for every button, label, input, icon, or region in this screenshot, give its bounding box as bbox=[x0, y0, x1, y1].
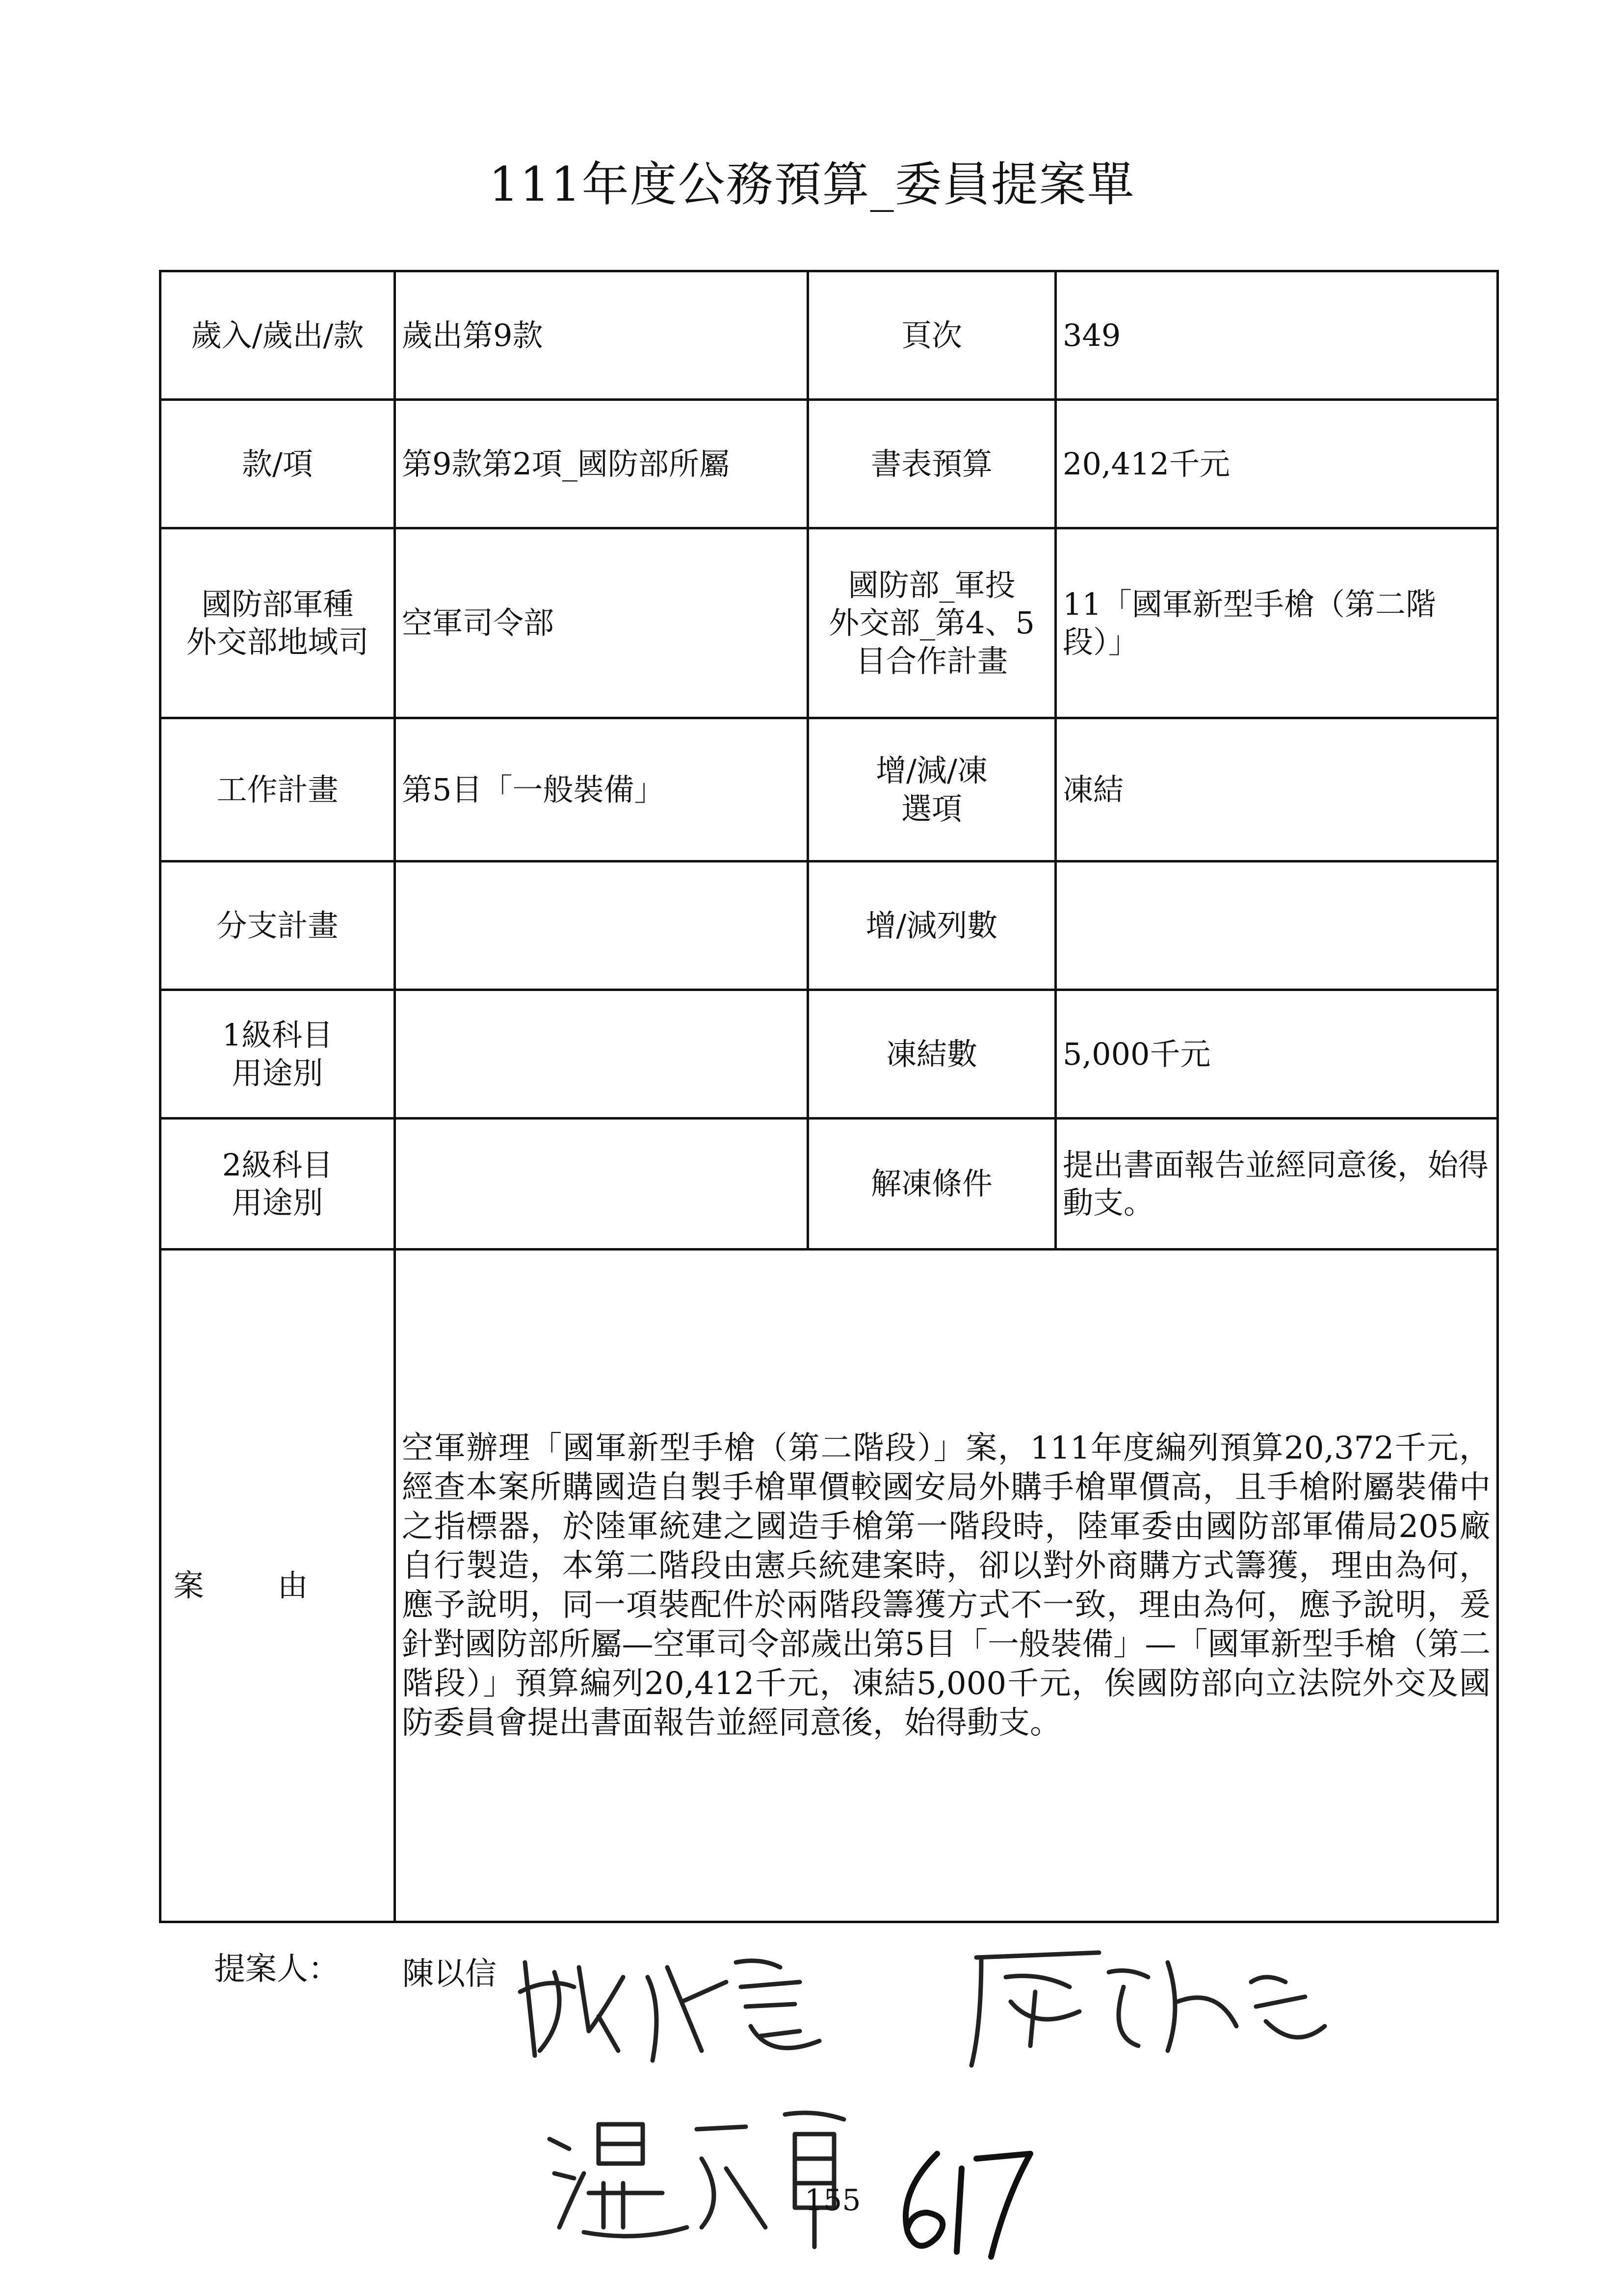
row-section-item bbox=[160, 400, 1498, 528]
label-level2-line2: 用途別 bbox=[232, 1185, 323, 1221]
label-option-line2: 選項 bbox=[901, 790, 962, 827]
label-reason: 案由 bbox=[160, 1250, 395, 1922]
value-page: 349 bbox=[1056, 271, 1498, 400]
label-unfreeze-condition: 解凍條件 bbox=[808, 1119, 1056, 1250]
value-revenue-expense: 歲出第9款 bbox=[395, 271, 808, 400]
row-revenue-expense bbox=[160, 271, 1498, 400]
row-work-plan bbox=[160, 718, 1498, 861]
value-cooperation-plan: 11「國軍新型手槍（第二階段）」 bbox=[1056, 528, 1498, 718]
form-title: 111年度公務預算_委員提案單 bbox=[489, 157, 1135, 212]
label-service-branch-line1: 國防部軍種 bbox=[201, 586, 354, 622]
label-budget: 書表預算 bbox=[808, 400, 1056, 528]
value-level1-subject bbox=[395, 990, 808, 1119]
value-section-item: 第9款第2項_國防部所屬 bbox=[395, 400, 808, 528]
label-cooperation-plan-line1: 國防部_軍投 bbox=[848, 567, 1016, 603]
label-level2-subject bbox=[160, 1119, 395, 1250]
proposal-form-table bbox=[159, 270, 1499, 1923]
row-reason bbox=[160, 1250, 1498, 1922]
label-cooperation-plan-line3: 目合作計畫 bbox=[855, 643, 1008, 679]
page-number: 155 bbox=[805, 2183, 861, 2218]
handwritten-number bbox=[878, 2139, 1040, 2262]
value-work-plan: 第5目「一般裝備」 bbox=[395, 718, 808, 861]
label-branch-plan: 分支計畫 bbox=[160, 861, 395, 990]
value-change-amount bbox=[1056, 861, 1498, 990]
label-level2-line1: 2級科目 bbox=[222, 1147, 333, 1183]
row-service-branch bbox=[160, 528, 1498, 718]
label-work-plan: 工作計畫 bbox=[160, 718, 395, 861]
label-section-item: 款/項 bbox=[160, 400, 395, 528]
signature-2 bbox=[962, 1928, 1335, 2075]
value-service-branch: 空軍司令部 bbox=[395, 528, 808, 718]
proposer-label: 提案人： bbox=[214, 1951, 340, 1987]
label-level1-line1: 1級科目 bbox=[222, 1017, 333, 1053]
label-level1-subject bbox=[160, 990, 395, 1119]
label-option-line1: 增/減/凍 bbox=[876, 753, 988, 788]
row-level1-subject bbox=[160, 990, 1498, 1119]
value-option: 凍結 bbox=[1056, 718, 1498, 861]
label-service-branch bbox=[160, 528, 395, 718]
proposer-name: 陳以信 bbox=[402, 1956, 497, 1992]
label-frozen-amount: 凍結數 bbox=[808, 990, 1056, 1119]
reason-text: 空軍辦理「國軍新型手槍（第二階段）」案，111年度編列預算20,372千元，經查本案所購國造自製手槍單價較國安局外購手槍單價高，且手槍附屬裝備中之指標器，於陸軍統建之國造手槍第一階段時，陸軍委由國防部軍備局205廠自行製造，本第二階段由憲兵統建案時，卻以對外商購方式籌獲，理由為何，應予說明，同一項裝配件於兩階段籌獲方式不一致，理由為何，應予說明，爰針對國防部所屬—空軍司令部歲出第5目「一般裝備」—「國軍新型手槍（第二階段）」預算編列20,412千元，凍結5,000千元，俟國防部向立法院外交及國防委員會提出書面報告並經同意後，始得動支。 bbox=[395, 1250, 1498, 1922]
label-page: 頁次 bbox=[808, 271, 1056, 400]
row-branch-plan bbox=[160, 861, 1498, 990]
signature-3 bbox=[540, 2080, 883, 2257]
value-budget: 20,412千元 bbox=[1056, 400, 1498, 528]
label-level1-line2: 用途別 bbox=[232, 1055, 323, 1091]
value-unfreeze-condition: 提出書面報告並經同意後，始得動支。 bbox=[1056, 1119, 1498, 1250]
label-change-amount: 增/減列數 bbox=[808, 861, 1056, 990]
label-service-branch-line2: 外交部地域司 bbox=[186, 624, 369, 660]
value-level2-subject bbox=[395, 1119, 808, 1250]
label-cooperation-plan-line2: 外交部_第4、5 bbox=[829, 605, 1035, 641]
value-frozen-amount: 5,000千元 bbox=[1056, 990, 1498, 1119]
label-cooperation-plan bbox=[808, 528, 1056, 718]
row-level2-subject bbox=[160, 1119, 1498, 1250]
label-option bbox=[808, 718, 1056, 861]
label-revenue-expense: 歲入/歲出/款 bbox=[160, 271, 395, 400]
signature-1 bbox=[505, 1933, 859, 2080]
value-branch-plan bbox=[395, 861, 808, 990]
